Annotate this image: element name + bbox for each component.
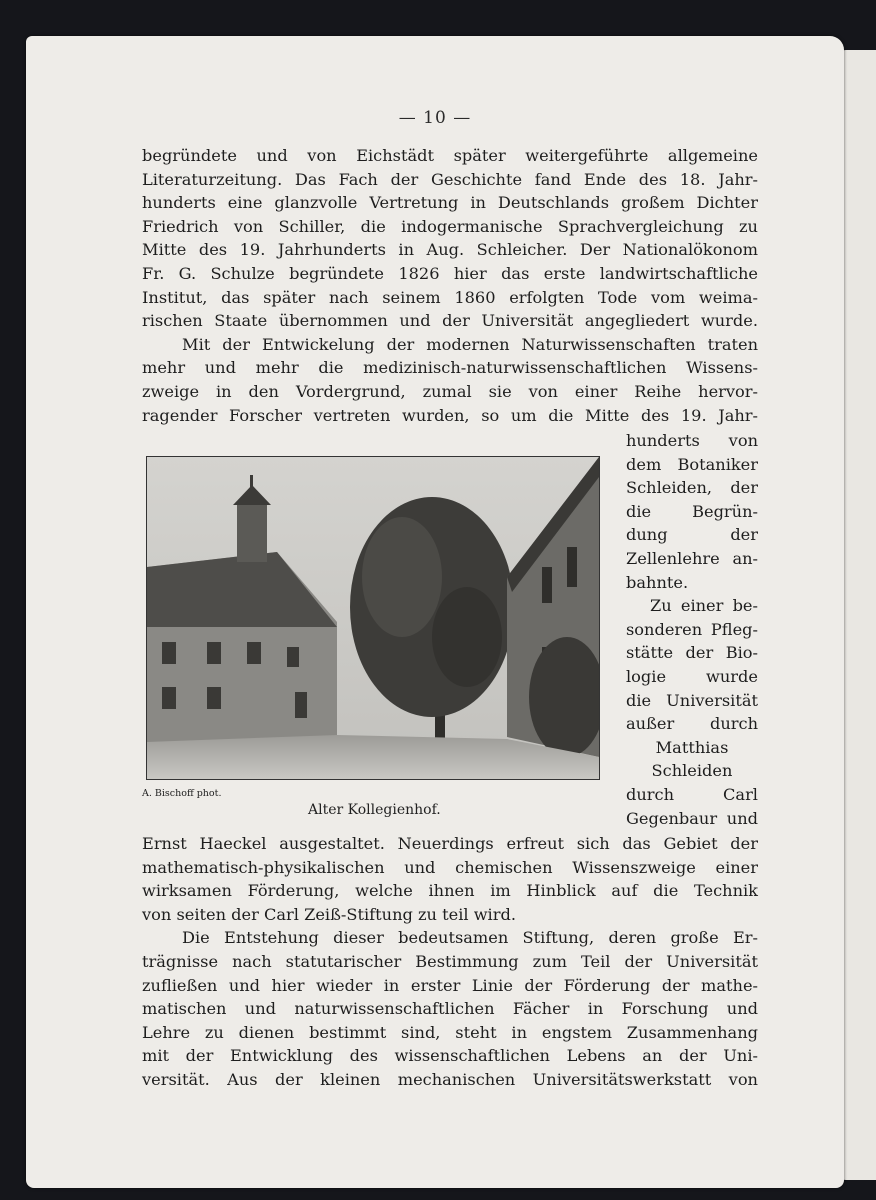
text-block-top xyxy=(142,144,758,427)
text-line: zufließen und hier wieder in erster Linie der Förderung der mathe- xyxy=(142,975,758,995)
text-line: zweige in den Vordergrund, zumal sie von einer Reihe hervor- xyxy=(142,381,758,401)
photo-caption: Alter Kollegienhof. xyxy=(308,802,441,818)
text-line: begründete und von Eichstädt später weitergeführte allgemeine xyxy=(142,146,758,165)
text-column-beside-photo xyxy=(626,429,758,830)
text-line: Die Entstehung dieser bedeutsamen Stiftung, deren große Er- xyxy=(182,928,758,948)
text-line: versität. Aus der kleinen mechanischen Universitätswerkstatt von xyxy=(142,1069,758,1089)
text-line: Gegenbaur und xyxy=(626,808,758,828)
text-line: trägnisse nach statutarischer Bestimmung zum Teil der Universität xyxy=(142,951,758,971)
text-line: wirksamen Förderung, welche ihnen im Hinblick auf die Technik xyxy=(142,881,758,901)
text-line: Mitte des 19. Jahrhunderts in Aug. Schleicher. Der Nationalökonom xyxy=(142,240,758,260)
text-line: stätte der Bio- xyxy=(626,643,758,663)
text-line: logie wurde xyxy=(626,666,758,686)
text-line: mit der Entwicklung des wissenschaftlichen Lebens an der Uni- xyxy=(142,1046,758,1066)
text-line: Matthias xyxy=(655,737,729,757)
text-line: Institut, das später nach seinem 1860 erfolgten Tode vom weima- xyxy=(142,287,758,307)
text-line: außer durch xyxy=(626,714,758,734)
text-line: mathematisch-physikalischen und chemischen Wissenszweige einer xyxy=(142,857,758,877)
text-block-bottom xyxy=(142,832,758,1092)
text-line: Literaturzeitung. Das Fach der Geschichte fand Ende des 18. Jahr- xyxy=(142,169,758,189)
text-line: hunderts eine glanzvolle Vertretung in Deutschlands großem Dichter xyxy=(142,193,758,213)
photo-credit: A. Bischoff phot. xyxy=(142,788,222,799)
text-line: Fr. G. Schulze begründete 1826 hier das erste landwirtschaftliche xyxy=(142,263,758,283)
text-line: die Begrün- xyxy=(626,501,758,521)
text-line: Schleiden, der xyxy=(626,478,758,498)
text-line: mehr und mehr die medizinisch-naturwissenschaftlichen Wissens- xyxy=(142,358,758,378)
courtyard-illustration xyxy=(147,457,599,779)
book-page xyxy=(26,36,844,1188)
text-line: matischen und naturwissenschaftlichen Fächer in Forschung und xyxy=(142,999,758,1019)
text-line: dem Botaniker xyxy=(626,454,758,474)
text-line: Lehre zu dienen bestimmt sind, steht in engstem Zusammenhang xyxy=(142,1022,758,1042)
text-line: Mit der Entwickelung der modernen Naturwissenschaften traten xyxy=(182,334,758,354)
text-line: die Universität xyxy=(626,690,758,710)
text-line: rischen Staate übernommen und der Universität angegliedert wurde. xyxy=(142,311,758,331)
page-number: — 10 — xyxy=(398,108,472,128)
text-line: Zellenlehre an- xyxy=(626,548,758,568)
text-line: Ernst Haeckel ausgestaltet. Neuerdings erfreut sich das Gebiet der xyxy=(142,834,758,853)
text-line: Friedrich von Schiller, die indogermanische Sprachvergleichung zu xyxy=(142,216,758,236)
text-line: durch Carl xyxy=(626,784,758,804)
text-line: bahnte. xyxy=(626,572,689,592)
text-line: von seiten der Carl Zeiß-Stiftung zu teil wird. xyxy=(142,904,516,924)
courtyard-photo xyxy=(146,456,600,780)
text-line: ragender Forscher vertreten wurden, so um die Mitte des 19. Jahr- xyxy=(142,405,758,425)
text-line: sonderen Pfleg- xyxy=(626,619,758,639)
text-line: hunderts von xyxy=(626,431,758,450)
text-line: Schleiden xyxy=(651,761,733,781)
text-line: dung der xyxy=(626,525,758,545)
text-line: Zu einer be- xyxy=(650,596,758,616)
